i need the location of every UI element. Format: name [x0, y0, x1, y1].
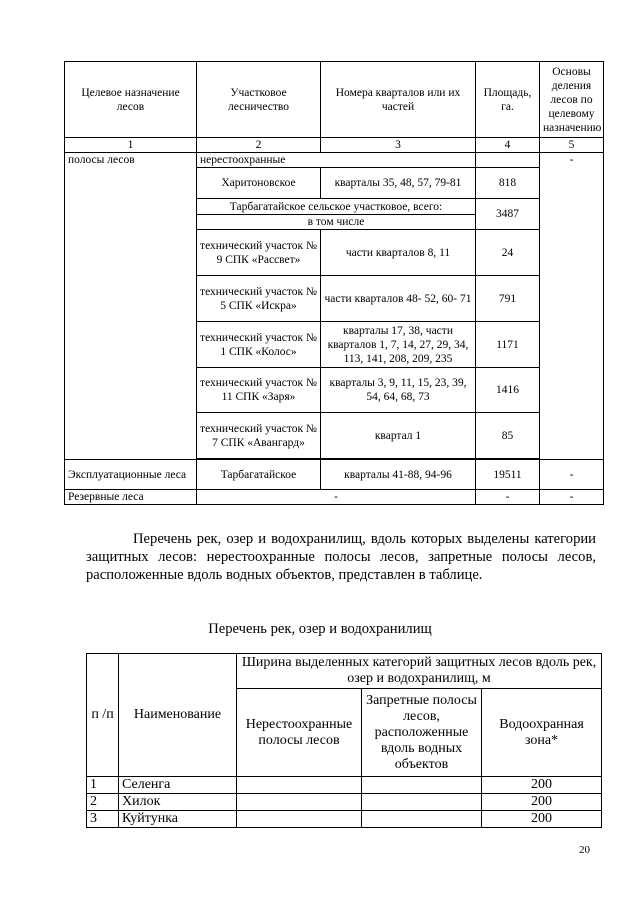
area-cell: 818 — [476, 168, 540, 199]
row-number: 3 — [87, 811, 119, 828]
header-cell: Основы деления лесов по целевому назначению — [540, 62, 604, 138]
site-cell: технический участок № 1 СПК «Колос» — [197, 322, 321, 368]
table-row — [87, 794, 602, 811]
basis-cell: - — [540, 153, 604, 460]
district-cell: - — [197, 490, 476, 505]
column-number: 1 — [65, 138, 197, 153]
header-cell: Целевое назначение лесов — [65, 62, 197, 138]
spawning-cell — [237, 811, 362, 828]
header-cell: Запретные полосы лесов, расположенные вдоль водных объектов — [362, 689, 482, 777]
header-cell: Нерестоохранные полосы лесов — [237, 689, 362, 777]
row-number: 1 — [87, 777, 119, 794]
quarters-cell: кварталы 17, 38, части кварталов 1, 7, 14, 27, 29, 34, 113, 141, 208, 209, 235 — [321, 322, 476, 368]
river-name: Селенга — [119, 777, 237, 794]
header-cell: Водоохранная зона* — [482, 689, 602, 777]
header-cell: Ширина выделенных категорий защитных лесов вдоль рек, озер и водохранилищ, м — [237, 654, 602, 689]
quarters-cell: части кварталов 48- 52, 60- 71 — [321, 276, 476, 322]
purpose-cell: Эксплуатационные леса — [65, 460, 197, 490]
table-row — [87, 777, 602, 794]
quarters-cell: кварталы 3, 9, 11, 15, 23, 39, 54, 64, 68, 73 — [321, 368, 476, 413]
area-cell: 1416 — [476, 368, 540, 413]
forest-purpose-table — [64, 61, 604, 505]
table-row — [65, 490, 604, 505]
subcategory-cell: нерестоохранные — [197, 153, 476, 168]
water-zone-cell: 200 — [482, 777, 602, 794]
quarters-cell: части кварталов 8, 11 — [321, 230, 476, 276]
district-cell: Тарбагатайское сельское участковое, всего: — [197, 199, 476, 215]
water-zone-cell: 200 — [482, 794, 602, 811]
row-number: 2 — [87, 794, 119, 811]
area-cell: 791 — [476, 276, 540, 322]
purpose-cell: Резервные леса — [65, 490, 197, 505]
column-number-row — [65, 138, 604, 153]
header-cell: Номера кварталов или их частей — [321, 62, 476, 138]
area-cell: 85 — [476, 413, 540, 459]
body-paragraph — [86, 530, 596, 584]
river-name: Куйтунка — [119, 811, 237, 828]
rivers-table — [86, 653, 602, 828]
table-row — [65, 153, 604, 168]
spawning-cell — [237, 794, 362, 811]
purpose-cell: полосы лесов — [65, 153, 197, 460]
area-cell — [476, 153, 540, 168]
header-cell: Участковое лесничество — [197, 62, 321, 138]
river-name: Хилок — [119, 794, 237, 811]
column-number: 5 — [540, 138, 604, 153]
table-title: Перечень рек, озер и водохранилищ — [208, 621, 432, 637]
site-cell: технический участок № 11 СПК «Заря» — [197, 368, 321, 413]
site-cell: технический участок № 9 СПК «Рассвет» — [197, 230, 321, 276]
table-row — [87, 811, 602, 828]
column-number: 4 — [476, 138, 540, 153]
basis-cell: - — [540, 460, 604, 490]
header-cell: Площадь, га. — [476, 62, 540, 138]
quarters-cell: кварталы 35, 48, 57, 79-81 — [321, 168, 476, 199]
water-zone-cell: 200 — [482, 811, 602, 828]
column-number: 2 — [197, 138, 321, 153]
table-header-row — [65, 62, 604, 138]
area-cell: 1171 — [476, 322, 540, 368]
column-number: 3 — [321, 138, 476, 153]
page-number: 20 — [579, 844, 590, 856]
forbidden-cell — [362, 777, 482, 794]
forbidden-cell — [362, 811, 482, 828]
quarters-cell: кварталы 41-88, 94-96 — [321, 460, 476, 490]
area-cell: 19511 — [476, 460, 540, 490]
site-cell: технический участок № 7 СПК «Авангард» — [197, 413, 321, 459]
header-cell: п /п — [87, 654, 119, 777]
table-row — [65, 460, 604, 490]
paragraph-text: Перечень рек, озер и водохранилищ, вдоль которых выделены категории защитных лесов: нерестоохранные полосы лесов, запретные полосы лесов, расположенные вдоль водных объектов, представлен в таблице. — [86, 531, 596, 583]
quarters-cell: квартал 1 — [321, 413, 476, 459]
area-cell: - — [476, 490, 540, 505]
basis-cell: - — [540, 490, 604, 505]
forbidden-cell — [362, 794, 482, 811]
header-cell: Наименование — [119, 654, 237, 777]
area-cell: 3487 — [476, 199, 540, 230]
district-cell: Харитоновское — [197, 168, 321, 199]
spawning-cell — [237, 777, 362, 794]
table-header-row — [87, 654, 602, 689]
including-cell: в том числе — [197, 215, 476, 230]
site-cell: технический участок № 5 СПК «Искра» — [197, 276, 321, 322]
district-cell: Тарбагатайское — [197, 460, 321, 490]
area-cell: 24 — [476, 230, 540, 276]
